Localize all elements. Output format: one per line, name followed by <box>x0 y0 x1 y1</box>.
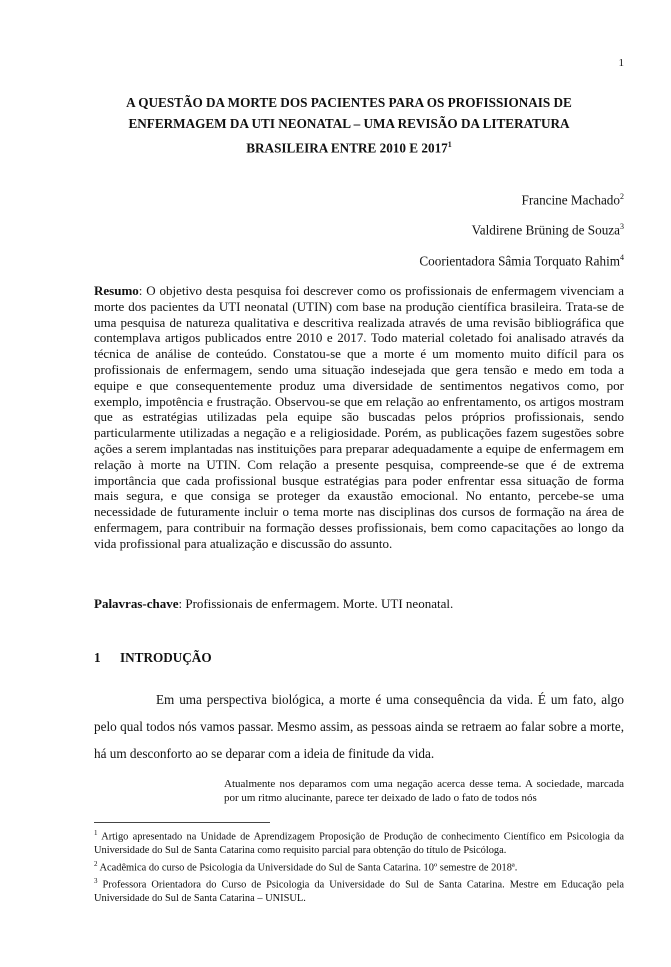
footnote-mark: 1 <box>94 829 98 837</box>
author-1 <box>419 183 624 213</box>
section-heading <box>94 650 212 666</box>
footnote-text: Artigo apresentado na Unidade de Aprendizagem Proposição de Produção de conhecimento Científico em Psicologia da Universidade do Sul de Santa Catarina como requisito parcial para obtenção do título de Psicóloga. <box>94 831 624 857</box>
author-footnote-mark: 4 <box>620 252 624 262</box>
section-number: 1 <box>94 650 101 665</box>
author-footnote-mark: 3 <box>620 222 624 232</box>
page-number: 1 <box>618 57 624 69</box>
footnotes <box>94 827 624 905</box>
section-title: INTRODUÇÃO <box>120 650 212 665</box>
footnote-mark: 2 <box>94 859 98 868</box>
abstract-label: Resumo <box>94 283 139 298</box>
footnote-text: Professora Orientadora do Curso de Psicologia da Universidade do Sul de Santa Catarina. Mestre em Educação pela Universidade do Sul de Santa Catarina – UNISUL. <box>94 879 624 904</box>
author-list <box>419 183 624 274</box>
author-name: Coorientadora Sâmia Torquato Rahim <box>419 253 620 269</box>
keywords-text: : Profissionais de enfermagem. Morte. UTI neonatal. <box>178 596 454 611</box>
author-footnote-mark: 2 <box>620 192 624 201</box>
footnote-divider <box>94 822 270 823</box>
footnote-mark: 3 <box>94 876 98 885</box>
title-text: A QUESTÃO DA MORTE DOS PACIENTES PARA OS PROFISSIONAIS DE ENFERMAGEM DA UTI NEONATAL – UMA REVISÃO DA LITERATURA BRASILEIRA ENTRE 2010 E 2017 <box>126 95 572 156</box>
footnote-text: Acadêmica do curso de Psicologia da Universidade do Sul de Santa Catarina. 10º semestre de 2018ª. <box>97 862 518 874</box>
footnote-2 <box>94 858 624 875</box>
author-2 <box>419 213 624 243</box>
title-footnote-mark: 1 <box>447 140 452 149</box>
author-name: Francine Machado <box>521 192 620 208</box>
author-3 <box>419 244 624 274</box>
author-name: Valdirene Brüning de Souza <box>471 222 620 238</box>
abstract-text: : O objetivo desta pesquisa foi descrever como os profissionais de enfermagem vivenciam a morte dos pacientes da UTI neonatal (UTIN) com base na produção científica brasileira. Trata-se de uma pesquisa de natureza qualitativa e descritiva realizada através de uma revisão bibliográfica que contemplava artigos publicados entre 2010 e 2017. Todo material coletado foi analisado através da técnica de análise de conteúdo. Constatou-se que a morte é um momento muito difícil para os profissionais de enfermagem, sendo uma situação indesejada que gera tensão e medo em toda a equipe e que consequentemente produz uma diversidade de sentimentos negativos como, por exemplo, impotência e frustração. Observou-se que em relação ao enfrentamento, os artigos mostram que as estratégias utilizadas pela equipe são buscadas pelos próprios profissionais, sendo particularmente utilizadas a negação e a religiosidade. Porém, as publicações fazem sugestões sobre ações a serem implantadas nas instituições para preparar adequadamente a equipe de enfermagem em relação à morte na UTIN. Com relação a presente pesquisa, compreende-se que é de extrema importância que cada profissional busque estratégias para poder enfrentar essa situação de forma mais segura, e que consiga se proteger da exaustão emocional. No entanto, percebe-se uma necessidade de futuramente incluir o tema morte nas disciplinas dos cursos de formação na área de enfermagem, para contribuir na formação desses profissionais, bem como capacitações ao longo da vida profissional para atualização e discussão do assunto. <box>94 283 624 551</box>
keywords <box>94 596 624 612</box>
footnote-3 <box>94 875 624 906</box>
footnote-1 <box>94 827 624 858</box>
paper-title <box>88 92 610 158</box>
keywords-label: Palavras-chave <box>94 596 179 611</box>
block-quote: Atualmente nos deparamos com uma negação acerca desse tema. A sociedade, marcada por um ritmo alucinante, parece ter deixado de lado o fato de todos nós <box>224 778 624 804</box>
abstract <box>94 283 624 552</box>
intro-paragraph: Em uma perspectiva biológica, a morte é uma consequência da vida. É um fato, algo pelo qual todos nós vamos passar. Mesmo assim, as pessoas ainda se retraem ao falar sobre a morte, há um desconforto ao se deparar com a ideia de finitude da vida. <box>94 692 624 761</box>
